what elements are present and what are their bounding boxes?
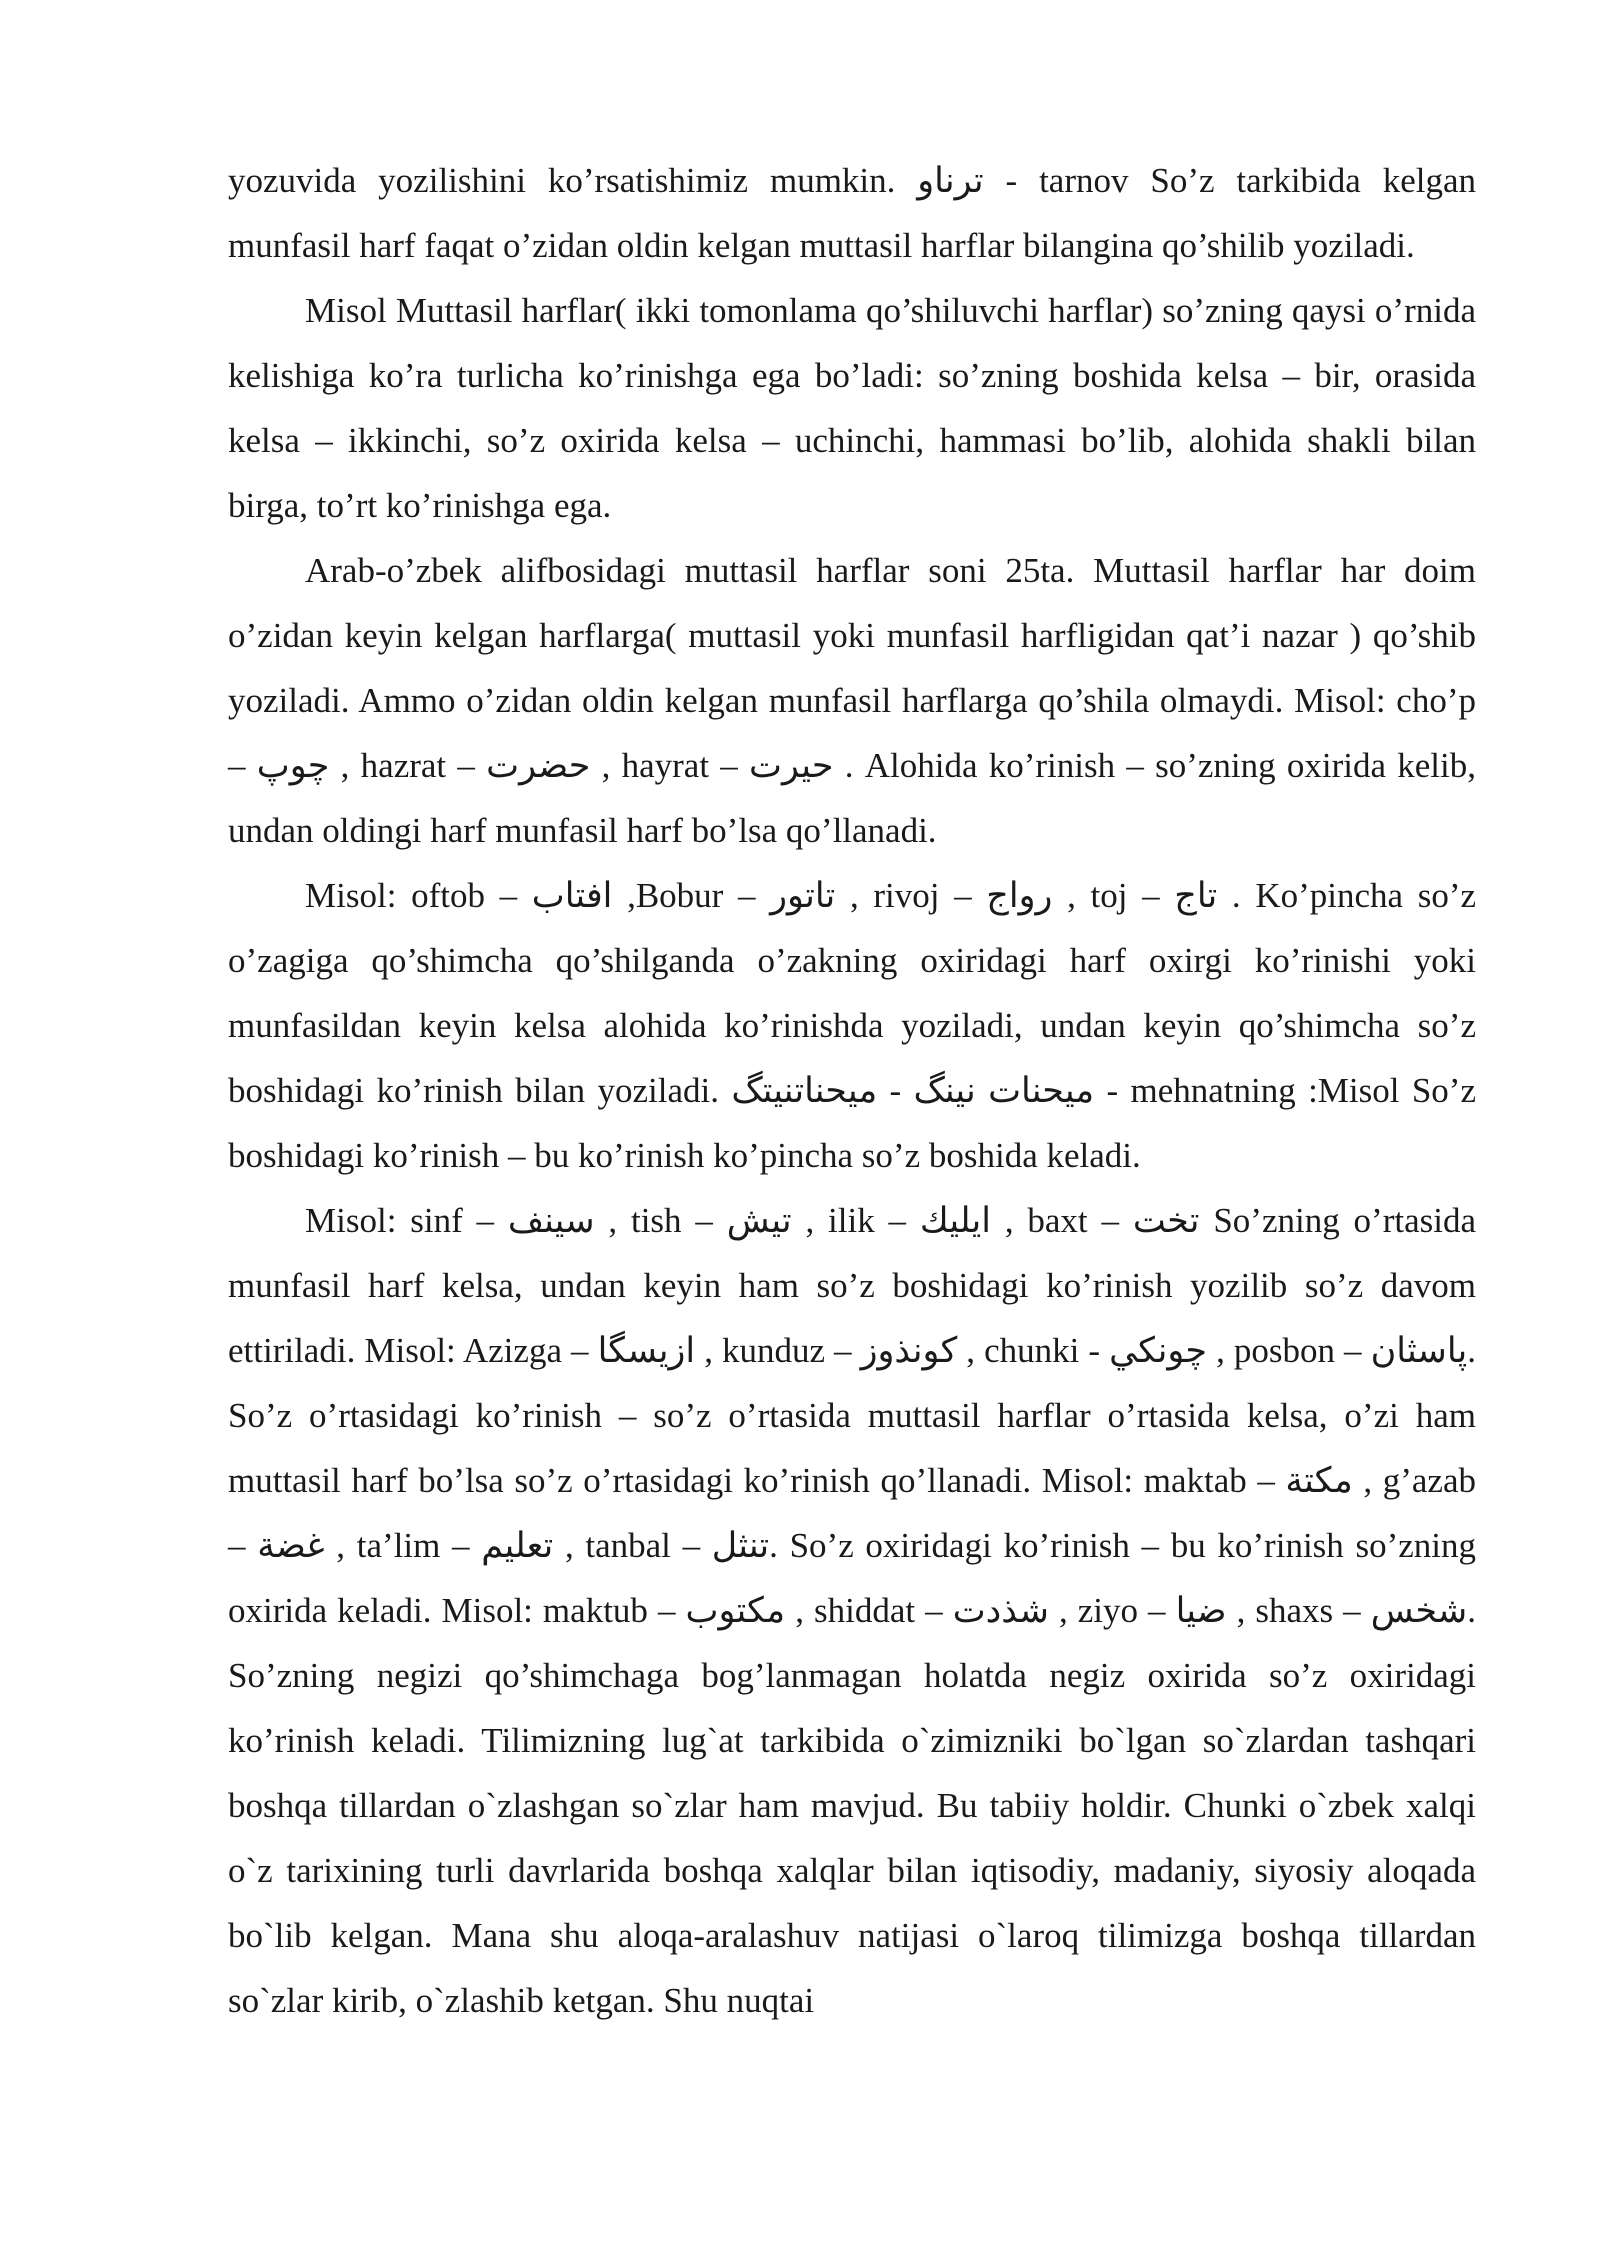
paragraph-positional-forms: Misol: sinf – سينف , tish – تيش , ilik – ايليك , baxt – تخت So’zning o’rtasida munfasil harf kelsa, undan keyin ham so’z boshidagi ko’rinish yozilib so’z davom ettiriladi. Misol: Azizga – ازيسگا , kunduz – كونذوز , chunki - چونكي , posbon – پاسثان. So’z o’rtasidagi ko’rinish – so’z o’rtasida muttasil harflar o’rtasida kelsa, o’zi ham muttasil harf bo’lsa so’z o’rtasidagi ko’rinish qo’llanadi. Misol: maktab – مكتة , g’azab – غضة , ta’lim – تعليم , tanbal – تنثل. So’z oxiridagi ko’rinish – bu ko’rinish so’zning oxirida keladi. Misol: maktub – مكتوب , shiddat – شذدت , ziyo – ضيا , shaxs – شخس. So’zning negizi qo’shimchaga bog’lanmagan holatda negiz oxirida so’z oxiridagi ko’rinish keladi. Tilimizning lug`at tarkibida o`zimizniki bo`lgan so`zlardan tashqari boshqa tillardan o`zlashgan so`zlar ham mavjud. Bu tabiiy holdir. Chunki o`zbek xalqi o`z tarixining turli davrlarida boshqa xalqlar bilan iqtisodiy, madaniy, siyosiy aloqada bo`lib kelgan. Mana shu aloqa-aralashuv natijasi o`laroq tilimizga boshqa tillardan so`zlar kirib, o`zlashib ketgan. Shu nuqtai xyxy=(228,1201,1477,2020)
paragraph-continuation: yozuvida yozilishini ko’rsatishimiz mumkin. ترناو - tarnov So’z tarkibida kelgan munfasil harf faqat o’zidan oldin kelgan muttasil harflar bilangina qo’shilib yoziladi. xyxy=(228,161,1476,265)
paragraph-muttasil-count: Arab-o’zbek alifbosidagi muttasil harflar soni 25ta. Muttasil harflar har doim o’zidan keyin kelgan harflarga( muttasil yoki munfasil harfligidan qat’i nazar ) qo’shib yoziladi. Ammo o’zidan oldin kelgan munfasil harflarga qo’shila olmaydi. Misol: cho’p – چوپ , hazrat – حضرت , hayrat – حيرت . Alohida ko’rinish – so’zning oxirida kelib, undan oldingi harf munfasil harf bo’lsa qo’llanadi. xyxy=(228,551,1477,850)
paragraph-alohida-examples: Misol: oftob – افتاب ,Bobur – تاتور , rivoj – رواج , toj – تاج . Ko’pincha so’z o’zagiga qo’shimcha qo’shilganda o’zakning oxiridagi harf oxirgi ko’rinishi yoki munfasildan keyin kelsa alohida ko’rinishda yoziladi, undan keyin qo’shimcha so’z boshidagi ko’rinish bilan yoziladi. ميحنات نينگ - ميحناتنيتگ - mehnatning :Misol So’z boshidagi ko’rinish – bu ko’rinish ko’pincha so’z boshida keladi. xyxy=(228,876,1477,1175)
document-body xyxy=(228,148,1476,2033)
paragraph-muttasil-forms: Misol Muttasil harflar( ikki tomonlama qo’shiluvchi harflar) so’zning qaysi o’rnida kelishiga ko’ra turlicha ko’rinishga ega bo’ladi: so’zning boshida kelsa – bir, orasida kelsa – ikkinchi, so’z oxirida kelsa – uchinchi, hammasi bo’lib, alohida shakli bilan birga, to’rt ko’rinishga ega. xyxy=(228,291,1476,525)
